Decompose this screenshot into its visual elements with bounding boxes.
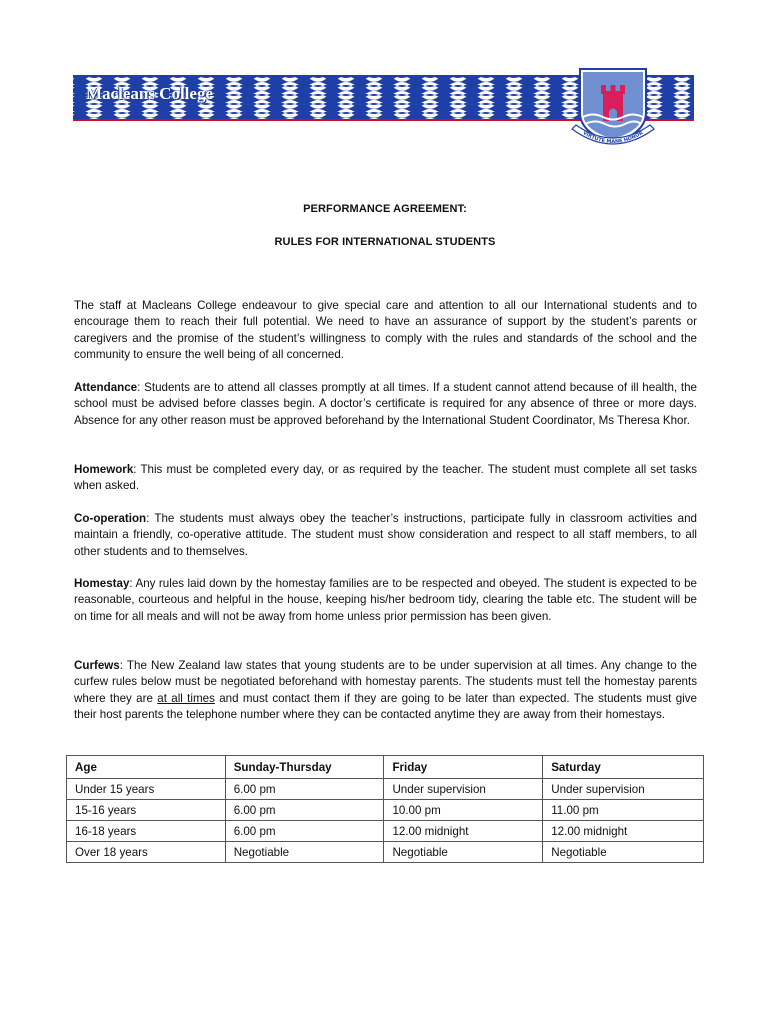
table-cell: Negotiable bbox=[225, 842, 384, 863]
curfews-section bbox=[74, 658, 697, 724]
table-cell: 11.00 pm bbox=[543, 800, 704, 821]
curfews-text-before: : The New Zealand law states that young students are to be under supervision at all times. Any change to the curfew rules below must be negotiated beforehand with homestay parents. The students must tell the homestay parents where they are bbox=[74, 659, 697, 705]
table-cell: 12.00 midnight bbox=[384, 821, 543, 842]
table-row bbox=[67, 842, 704, 863]
table-cell: 16-18 years bbox=[67, 821, 226, 842]
table-cell: Negotiable bbox=[543, 842, 704, 863]
homework-text: : This must be completed every day, or as required by the teacher. The student must complete all set tasks when asked. bbox=[74, 463, 697, 493]
table-row bbox=[67, 779, 704, 800]
table-header-row bbox=[67, 756, 704, 779]
cooperation-text: : The students must always obey the teacher’s instructions, participate fully in classroom activities and maintain a friendly, co-operative attitude. The student must show consideration and respect to all staff members, to all other students and to themselves. bbox=[74, 512, 697, 558]
table-cell: Under 15 years bbox=[67, 779, 226, 800]
cooperation-section bbox=[74, 511, 697, 560]
header-saturday: Saturday bbox=[543, 756, 704, 779]
homestay-section bbox=[74, 576, 697, 625]
intro-paragraph: The staff at Macleans College endeavour to give special care and attention to all our International students and to encourage them to reach their full potential. We need to have an assurance of support by the student’s parents or caregivers and the promise of the student’s willingness to comply with the rules and standards of the school and the community to ensure the well being of all concerned. bbox=[74, 299, 697, 362]
header-sunday-thursday: Sunday-Thursday bbox=[225, 756, 384, 779]
curfew-table bbox=[66, 755, 704, 863]
homestay-text: : Any rules laid down by the homestay families are to be respected and obeyed. The student is expected to be reasonable, courteous and helpful in the house, keeping his/her bedroom tidy, clearing the table etc. The student will be on time for all meals and will not be away from home unless prior permission has been given. bbox=[74, 577, 697, 623]
curfews-label: Curfews bbox=[74, 659, 120, 672]
document-subtitle: RULES FOR INTERNATIONAL STUDENTS bbox=[274, 236, 496, 248]
table-cell: 12.00 midnight bbox=[543, 821, 704, 842]
table-cell: Under supervision bbox=[384, 779, 543, 800]
homework-label: Homework bbox=[74, 463, 134, 476]
crest-motto: VIRTUTE MANE HONOR bbox=[581, 130, 645, 146]
table-cell: Under supervision bbox=[543, 779, 704, 800]
table-cell: 6.00 pm bbox=[225, 779, 384, 800]
table-row bbox=[67, 821, 704, 842]
table-cell: 10.00 pm bbox=[384, 800, 543, 821]
homework-section bbox=[74, 462, 697, 495]
homestay-label: Homestay bbox=[74, 577, 130, 590]
college-crest-icon bbox=[566, 67, 660, 155]
table-cell: 15-16 years bbox=[67, 800, 226, 821]
table-row bbox=[67, 800, 704, 821]
table-cell: 6.00 pm bbox=[225, 821, 384, 842]
header-age: Age bbox=[67, 756, 226, 779]
attendance-text: : Students are to attend all classes promptly at all times. If a student cannot attend because of ill health, the school must be advised before classes begin. A doctor’s certificate is required for any absence of three or more days. Absence for any other reason must be approved beforehand by the International Student Coordinator, Ms Theresa Khor. bbox=[74, 381, 697, 427]
curfews-text-after: and must contact them if they are going to be later than expected. The students must give their host parents the telephone number where they can be contacted anytime they are away from their homestays. bbox=[74, 691, 697, 722]
document-title: PERFORMANCE AGREEMENT: bbox=[303, 203, 467, 215]
attendance-label: Attendance bbox=[74, 381, 138, 394]
header-friday: Friday bbox=[384, 756, 543, 779]
table-cell: Negotiable bbox=[384, 842, 543, 863]
attendance-section bbox=[74, 380, 697, 429]
curfews-underlined: at all times bbox=[157, 691, 215, 705]
cooperation-label: Co-operation bbox=[74, 512, 147, 525]
table-cell: Over 18 years bbox=[67, 842, 226, 863]
college-name: Macleans College bbox=[86, 84, 213, 103]
table-cell: 6.00 pm bbox=[225, 800, 384, 821]
